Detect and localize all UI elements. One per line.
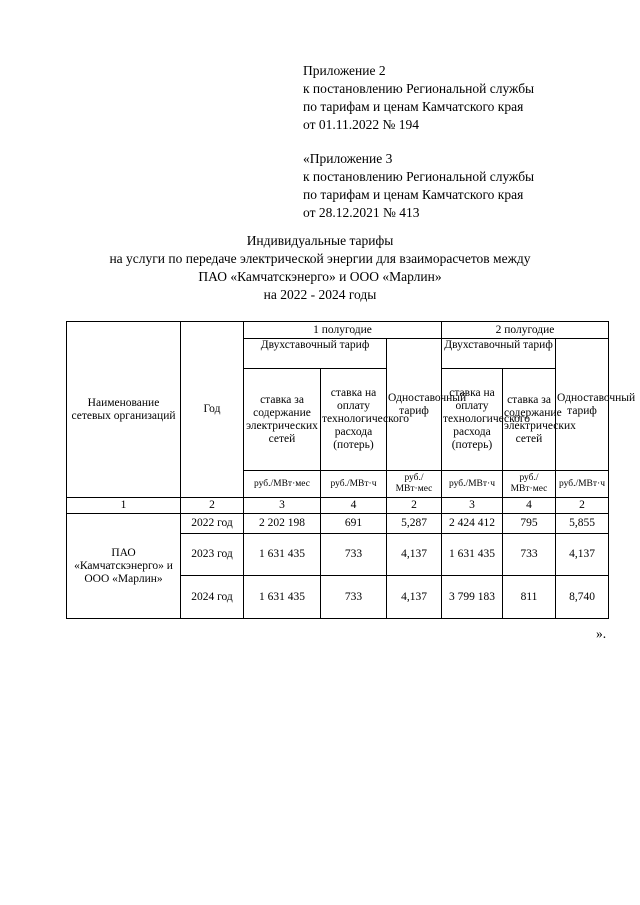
value-cell: 1 631 435 [442, 534, 503, 576]
value-cell: 2 424 412 [442, 514, 503, 534]
header-content-rate-1: ставка за содержание электрических сетей [244, 369, 321, 471]
value-cell: 5,287 [387, 514, 442, 534]
value-cell: 733 [321, 576, 387, 619]
value-cell: 5,855 [556, 514, 609, 534]
table-row [67, 514, 609, 534]
value-cell: 811 [503, 576, 556, 619]
appendix-line: к постановлению Региональной службы [303, 169, 535, 184]
unit-cell: руб./МВт·мес [503, 471, 556, 498]
header-two-rate-2: Двухставочный тариф [442, 339, 556, 369]
value-cell: 8,740 [556, 576, 609, 619]
title-line: на услуги по передаче электрической энергии для взаиморасчетов между [109, 251, 531, 266]
header-row-halves [67, 322, 609, 339]
year-cell: 2024 год [181, 576, 244, 619]
year-cell: 2022 год [181, 514, 244, 534]
value-cell: 3 799 183 [442, 576, 503, 619]
column-number: 2 [556, 498, 609, 514]
unit-cell: руб./МВт·мес [387, 471, 442, 498]
value-cell: 691 [321, 514, 387, 534]
value-cell: 795 [503, 514, 556, 534]
title-line: ПАО «Камчатскэнерго» и ООО «Марлин» [198, 269, 442, 284]
value-cell: 1 631 435 [244, 576, 321, 619]
year-cell: 2023 год [181, 534, 244, 576]
value-cell: 4,137 [556, 534, 609, 576]
header-half-2: 2 полугодие [442, 322, 609, 339]
header-single-rate-2: Одноставочный тариф [556, 339, 609, 471]
unit-cell: руб./МВт·ч [321, 471, 387, 498]
tariffs-table [66, 321, 636, 619]
header-half-1: 1 полугодие [244, 322, 442, 339]
value-cell: 4,137 [387, 534, 442, 576]
appendix-line: от 28.12.2021 № 413 [303, 205, 420, 220]
column-number: 4 [321, 498, 387, 514]
appendix-line: «Приложение 3 [303, 151, 393, 166]
org-name: ПАО «Камчатскэнерго» и ООО «Марлин» [67, 514, 181, 619]
value-cell: 4,137 [387, 576, 442, 619]
column-number: 2 [181, 498, 244, 514]
title-line: Индивидуальные тарифы [246, 233, 394, 248]
column-number: 1 [67, 498, 181, 514]
title-line: на 2022 - 2024 годы [263, 287, 377, 302]
header-two-rate-1: Двухставочный тариф [244, 339, 387, 369]
value-cell: 1 631 435 [244, 534, 321, 576]
unit-cell: руб./МВт·ч [442, 471, 503, 498]
appendix-line: Приложение 2 [303, 63, 386, 78]
closing-quote: ». [596, 626, 607, 641]
column-numbers-row [67, 498, 609, 514]
value-cell: 733 [321, 534, 387, 576]
document-title [0, 232, 640, 304]
appendix-line: по тарифам и ценам Камчатского края [303, 99, 524, 114]
header-loss-rate-1: ставка на оплату технологического расхода (потерь) [321, 369, 387, 471]
header-content-rate-2: ставка за содержание электрических сетей [503, 369, 556, 471]
unit-cell: руб./МВт·мес [244, 471, 321, 498]
header-year: Год [181, 322, 244, 498]
appendix-current [303, 62, 534, 134]
column-number: 4 [503, 498, 556, 514]
value-cell: 2 202 198 [244, 514, 321, 534]
header-loss-rate-2: ставка на оплату технологического расхода (потерь) [442, 369, 503, 471]
appendix-line: к постановлению Региональной службы [303, 81, 535, 96]
value-cell: 733 [503, 534, 556, 576]
column-number: 3 [442, 498, 503, 514]
unit-cell: руб./МВт·ч [556, 471, 609, 498]
header-single-rate-1: Одноставочный тариф [387, 339, 442, 471]
appendix-line: от 01.11.2022 № 194 [303, 117, 419, 132]
appendix-line: по тарифам и ценам Камчатского края [303, 187, 524, 202]
appendix-previous [303, 150, 534, 222]
column-number: 2 [387, 498, 442, 514]
header-org: Наименование сетевых организаций [67, 322, 181, 498]
column-number: 3 [244, 498, 321, 514]
